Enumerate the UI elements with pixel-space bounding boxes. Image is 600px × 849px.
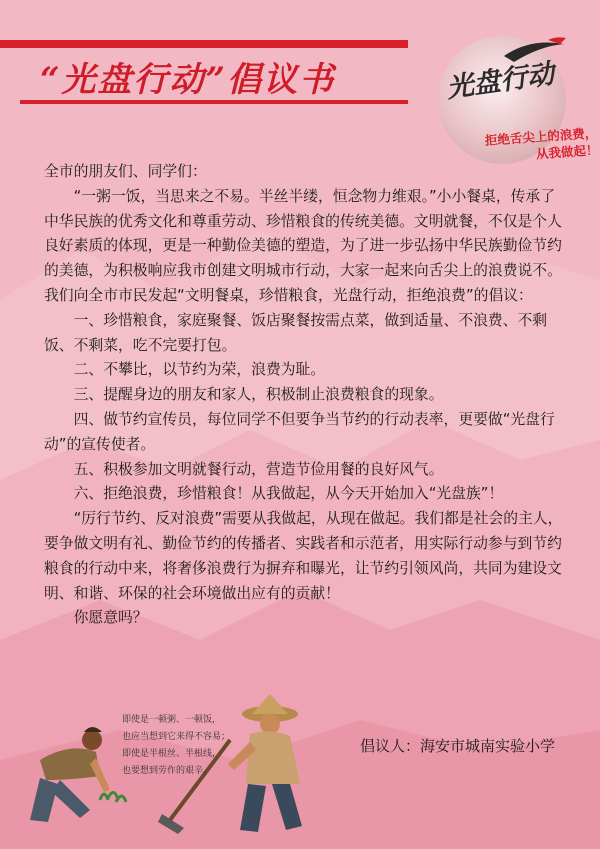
poem-line-2: 也应当想到它来得不容易； [122,732,231,742]
proposal-item-2: 二、不攀比，以节约为荣，浪费为耻。 [73,361,326,379]
closing-question: 你愿意吗？ [73,609,148,627]
proposal-body [44,160,568,631]
conclusion-paragraph: “厉行节约、反对浪费”需要从我做起，从现在做起。我们都是社会的主人，要争做文明有礼、勤俭节约的传播者、实践者和示范者，用实际行动参与到节约粮食的行动中来，将奢侈浪费行为摒弃和曝光，让节约引领风尚，共同为建设文明、和谐、环保的社会环境做出应有的贡献！ [44,510,563,602]
proposal-item-4: 四、做节约宣传员，每位同学不但要争当节约的行动表率，更要做“光盘行动”的宣传使者。 [44,410,555,453]
planting-farmer-figure [30,727,126,822]
logo-text: 光盘行动 [444,58,557,105]
poem-verse [122,712,232,780]
page-title: “光盘行动”倡议书 [40,60,336,100]
title-top-rule [0,40,408,48]
slogan-line-1: 拒绝舌尖上的浪费， [484,125,598,148]
greeting: 全市的朋友们、同学们： [44,163,207,180]
slogan-line-2: 从我做起！ [535,142,599,162]
signature: 倡议人：海安市城南实验小学 [360,737,556,755]
poem-line-4: 也要想到劳作的艰辛。 [122,766,213,776]
intro-paragraph: “一粥一饭，当思来之不易。半丝半缕，恒念物力维艰。”小小餐桌，传承了中华民族的优秀文化和尊重劳动、珍惜粮食的传统美德。文明就餐，不仅是个人良好素质的体现，更是一种勤俭美德的塑造，为了进一步弘扬中华民族勤俭节约的美德，为积极响应我市创建文明城市行动，大家一起来向舌尖上的浪费说不。我们向全市市民发起“文明餐桌，珍惜粮食，光盘行动，拒绝浪费”的倡议： [44,187,562,304]
poem-line-1: 即使是一顿粥、一顿饭， [122,715,222,725]
poem-line-3: 即使是半根丝、半根线， [122,749,222,759]
proposal-item-6: 六、拒绝浪费，珍惜粮食！从我做起，从今天开始加入“光盘族”！ [73,485,504,503]
proposal-item-3: 三、提醒身边的朋友和家人，积极制止浪费粮食的现象。 [73,386,444,404]
proposal-item-1: 一、珍惜粮食，家庭聚餐、饭店聚餐按需点菜，做到适量、不浪费、不剩饭、不剩菜，吃不完要打包。 [44,311,548,354]
title-bottom-rule [20,100,408,104]
proposal-item-5: 五、积极参加文明就餐行动，营造节俭用餐的良好风气。 [73,460,444,478]
